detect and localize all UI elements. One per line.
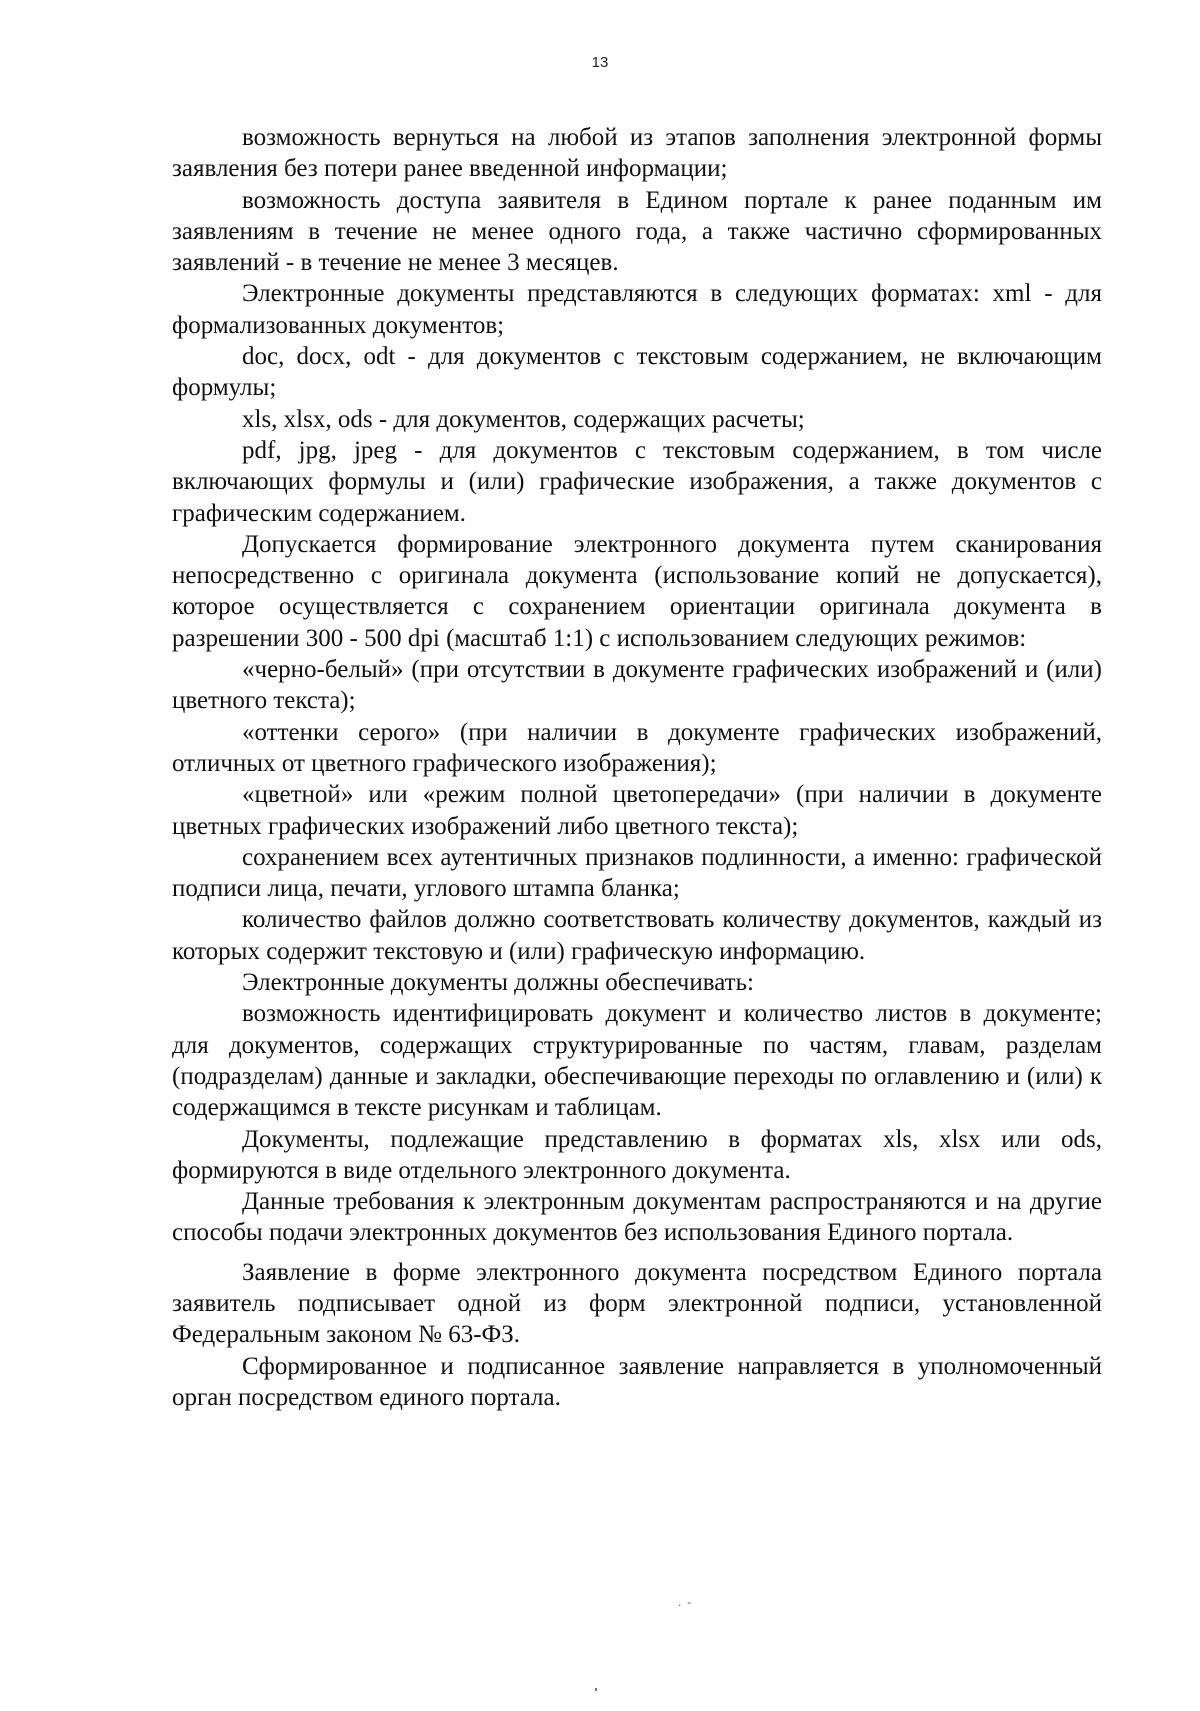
paragraph: xls, xlsx, ods - для документов, содержащих расчеты; [242,405,805,433]
paragraph: Данные требования к электронным документам распространяются и на другие способы подачи электронных документов без использования Единого портала. [172,1188,1102,1247]
paragraph: Документы, подлежащие представлению в форматах xls, xlsx или ods, формируются в виде отдельного электронного документа. [172,1125,1102,1184]
document-body [172,122,1102,1413]
paragraph: возможность вернуться на любой из этапов заполнения электронной формы заявления без потери ранее введенной информации; [172,124,1102,183]
paragraph: возможность доступа заявителя в Едином портале к ранее поданным им заявлениям в течение не менее одного года, а также частично сформированных заявлений - в течение не менее 3 месяцев. [172,186,1102,277]
paragraph: Допускается формирование электронного документа путем сканирования непосредственно с оригинала документа (использование копий не допускается), которое осуществляется с сохранением ориентации оригинала документа в разрешении 300 - 500 dpi (масштаб 1:1) с использованием следующих режимов: [172,530,1102,652]
paragraph: количество файлов должно соответствовать количеству документов, каждый из которых содержит текстовую и (или) графическую информацию. [172,906,1102,965]
paragraph: pdf, jpg, jpeg - для документов с текстовым содержанием, в том числе включающих формулы и (или) графические изображения, а также документов с графическим содержанием. [172,436,1102,527]
paragraph: Заявление в форме электронного документа посредством Единого портала заявитель подписывает одной из форм электронной подписи, установленной Федеральным законом № 63-ФЗ. [172,1258,1102,1349]
paragraph: Электронные документы представляются в следующих форматах: xml - для формализованных документов; [172,280,1102,339]
paragraph: сохранением всех аутентичных признаков подлинности, а именно: графической подписи лица, печати, углового штампа бланка; [172,843,1102,903]
scan-speck-marks: .- [678,1595,698,1609]
page-number: 13 [591,54,609,71]
paragraph: Электронные документы должны обеспечивать: [242,969,754,997]
paragraph: возможность идентифицировать документ и количество листов в документе; для документов, содержащих структурированные по частям, главам, разделам (подразделам) данные и закладки, обеспечивающие переходы по оглавлению и (или) к содержащимся в тексте рисункам и таблицам. [172,1000,1102,1122]
paragraph: doc, docx, odt - для документов с текстовым содержанием, не включающим формулы; [172,343,1102,402]
paragraph: Сформированное и подписанное заявление направляется в уполномоченный орган посредством единого портала. [172,1352,1102,1411]
paragraph: «оттенки серого» (при наличии в документе графических изображений, отличных от цветного графического изображения); [172,718,1102,777]
paragraph: «цветной» или «режим полной цветопередачи» (при наличии в документе цветных графических изображений либо цветного текста); [172,781,1102,840]
paragraph: «черно-белый» (при отсутствии в документе графических изображений и (или) цветного текста); [172,656,1102,715]
scan-speck [595,1688,597,1691]
